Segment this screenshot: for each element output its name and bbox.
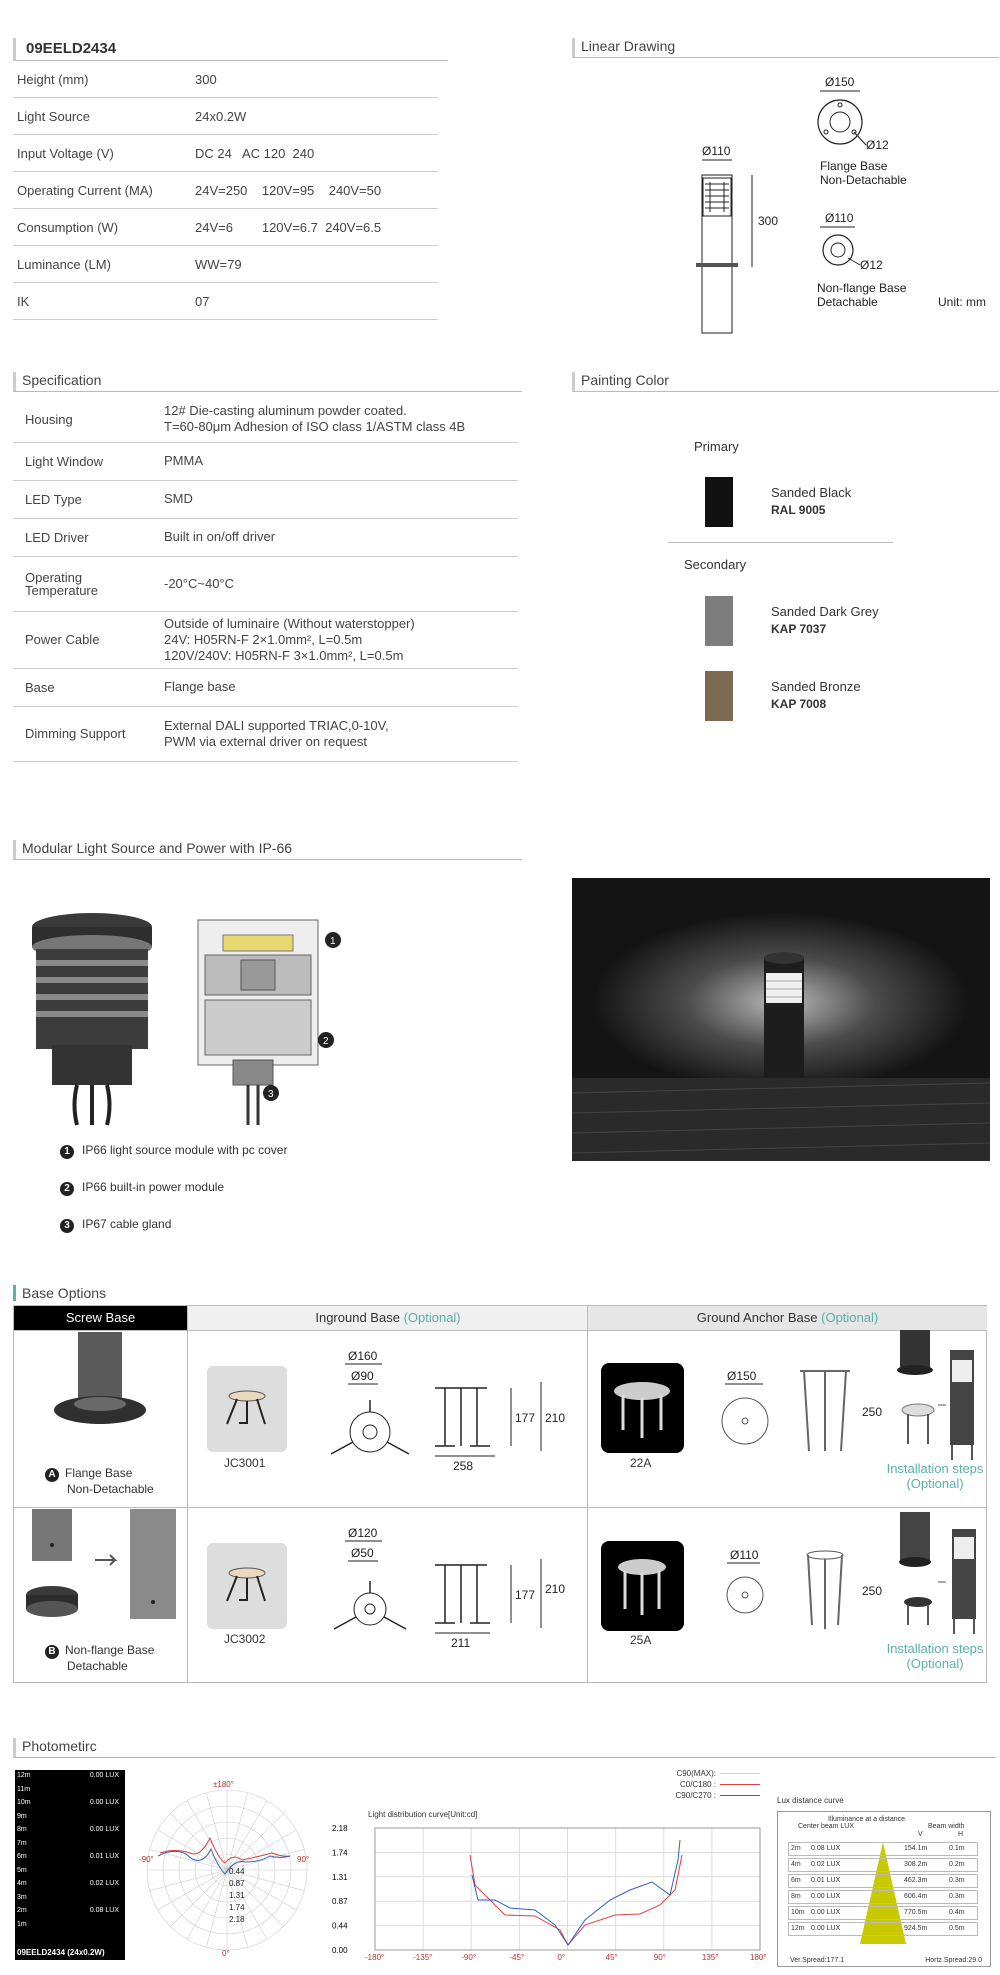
install-steps-a-image: [890, 1330, 985, 1465]
specification-value: [152, 397, 518, 442]
legend-label: C90(MAX):: [676, 1769, 716, 1778]
install-steps-a-label: Installation steps (Optional): [886, 1461, 984, 1491]
specification-label: LED Driver: [13, 518, 152, 556]
modular-item-text: IP66 light source module with pc cover: [82, 1143, 288, 1157]
optional-tag: (Optional): [821, 1310, 879, 1325]
linear-drawing: [680, 70, 1000, 315]
specification-label: Power Cable: [13, 611, 152, 668]
ldc-y-tick: 0.44: [332, 1921, 348, 1931]
anchor-a-drawing: [700, 1366, 883, 1461]
specification-label: Housing: [13, 397, 152, 442]
color-grey-code: KAP 7037: [771, 622, 827, 636]
specification-value-line: Built in on/off driver: [164, 529, 276, 544]
lux-beam-col: Beam width: [928, 1823, 965, 1830]
specification-value: [152, 668, 518, 706]
lux-value: 0.02 LUX: [89, 1880, 119, 1887]
lux-distance-cell: 0.08 LUX: [811, 1845, 841, 1852]
modular-item-2: [60, 1180, 224, 1196]
lux-distance-row: [788, 1842, 978, 1856]
light-distribution-chart: [330, 1820, 770, 1960]
lux-scale-panel: [15, 1770, 125, 1960]
lux-scale-row: [17, 1894, 121, 1906]
dim-height: 300: [758, 214, 779, 228]
modular-item-text: IP67 cable gland: [82, 1217, 172, 1231]
spec-value: 300: [191, 61, 438, 98]
specification-row: [13, 397, 518, 442]
flange-line2: Non-Detachable: [820, 173, 907, 187]
nonflange-base-image: [20, 1507, 185, 1637]
specification-value-line: 120V/240V: H05RN-F 3×1.0mm², L=0.5m: [164, 647, 404, 663]
color-grey-name: Sanded Dark Grey: [771, 604, 879, 619]
dim-d110-small: Ø110: [825, 211, 854, 225]
jc3001-label: JC3001: [224, 1456, 266, 1470]
lux-scale-row: [17, 1867, 121, 1879]
hor-spread: Hortz.Spread:29.0: [925, 1957, 982, 1964]
lux-distance-panel: [777, 1811, 991, 1967]
lux-value: 0.01 LUX: [89, 1853, 119, 1860]
specification-value-line: -20°C~40°C: [164, 575, 235, 591]
dim-d150: Ø150: [825, 75, 855, 89]
inground-a-drawing: [325, 1346, 587, 1476]
color-swatch-black: [705, 477, 733, 527]
anchor-b-drawing: [700, 1545, 883, 1640]
spec-value: 24V=250 120V=95 240V=50: [191, 172, 438, 209]
specification-value: [152, 706, 518, 761]
legend-label: C90/C270 :: [675, 1791, 716, 1800]
polar-chart: [140, 1778, 315, 1958]
lux-distance-cell: 0.5m: [949, 1925, 965, 1932]
product-code: 09EELD2434: [13, 38, 448, 61]
flange-line1: Flange Base: [820, 159, 888, 173]
lux-h-col: H: [958, 1831, 964, 1838]
lux-distance-cell: 0.4m: [949, 1909, 965, 1916]
lux-scale-row: [17, 1826, 121, 1838]
module-cutaway-image: [193, 915, 343, 1125]
specification-value-line: External DALI supported TRIAC,0-10V,: [164, 717, 389, 733]
dim-d160: Ø160: [348, 1349, 378, 1363]
svg-text:1: 1: [330, 936, 336, 947]
specification-value: [152, 611, 518, 668]
dim-h210-a: 210: [545, 1411, 566, 1425]
lux-distance: 10m: [17, 1799, 31, 1806]
lux-footer: 09EELD2434 (24x0.2W): [17, 1948, 105, 1957]
dim-w211: 211: [451, 1636, 471, 1650]
lux-distance-cell: 2m: [791, 1845, 801, 1852]
row-b-label: [45, 1643, 154, 1674]
lux-distance-cell: 606.4m: [904, 1893, 928, 1900]
lux-distance-title: Lux distance curve: [777, 1796, 844, 1805]
dim-d50: Ø50: [351, 1546, 374, 1560]
specification-label: Base: [13, 668, 152, 706]
lux-distance-cell: 0.02 LUX: [811, 1861, 841, 1868]
lux-distance-cell: 0.00 LUX: [811, 1909, 841, 1916]
ldc-x-tick: 45°: [605, 1953, 618, 1962]
number-badge-icon: 1: [60, 1145, 74, 1159]
spec-row: [13, 246, 438, 283]
spec-value: 07: [191, 283, 438, 320]
lux-distance: 2m: [17, 1907, 27, 1914]
number-badge-icon: 3: [60, 1219, 74, 1233]
specification-row: [13, 556, 518, 611]
spec-label: Consumption (W): [13, 209, 191, 246]
specification-row: [13, 668, 518, 706]
specification-value-line: T=60-80μm Adhesion of ISO class 1/ASTM class 4B: [164, 419, 466, 435]
lux-scale-row: [17, 1799, 121, 1811]
modular-item-1: [60, 1143, 287, 1159]
specification-value-line: Outside of luminaire (Without waterstopper): [164, 615, 415, 631]
polar-ring-label: 1.31: [229, 1891, 245, 1900]
lux-distance-cell: 0.3m: [949, 1877, 965, 1884]
row-a-line1: Flange Base: [65, 1466, 133, 1480]
color-swatch-bronze: [705, 671, 733, 721]
polar-ring-label: 1.74: [229, 1903, 245, 1912]
lux-distance-cell: 0.01 LUX: [811, 1877, 841, 1884]
spec-row: [13, 61, 438, 98]
color-bronze-code: KAP 7008: [771, 697, 827, 711]
polar-ring-label: 0.87: [229, 1879, 245, 1888]
polar-ring-label: 2.18: [229, 1915, 245, 1924]
anchor-25a-label: 25A: [630, 1633, 652, 1647]
dim-h250-a: 250: [862, 1405, 883, 1419]
col-screw-base: Screw Base: [14, 1306, 187, 1330]
lux-distance: 4m: [17, 1880, 27, 1887]
nonflange-line2: Detachable: [817, 295, 878, 309]
lux-v-col: V: [918, 1831, 923, 1838]
spec-value: WW=79: [191, 246, 438, 283]
lux-scale-row: [17, 1772, 121, 1784]
polar-left-label: -90°: [139, 1855, 154, 1864]
spec-value: DC 24 AC 120 240: [191, 135, 438, 172]
lux-distance-cell: 0.00 LUX: [811, 1925, 841, 1932]
product-night-photo: [572, 878, 990, 1161]
nonflange-circle-icon: [823, 235, 853, 265]
spec-value: 24x0.2W: [191, 98, 438, 135]
specification-row: [13, 611, 518, 668]
legend-entry: [640, 1779, 760, 1790]
lux-value: 0.00 LUX: [89, 1799, 119, 1806]
row-b-line2: Detachable: [67, 1659, 128, 1673]
ldc-x-tick: -90°: [461, 1953, 477, 1962]
lux-distance-row: [788, 1858, 978, 1872]
color-swatch-grey: [705, 596, 733, 646]
ldc-x-tick: -135°: [413, 1953, 433, 1962]
ldc-y-tick: 0.00: [332, 1946, 348, 1955]
specification-label: Light Window: [13, 442, 152, 480]
ldc-x-tick: -180°: [365, 1953, 385, 1962]
jc3002-label: JC3002: [224, 1632, 266, 1646]
anchor-22a-label: 22A: [630, 1456, 652, 1470]
lux-distance-cell: 0.1m: [949, 1845, 965, 1852]
lux-distance-row: [788, 1890, 978, 1904]
polar-right-label: 90°: [297, 1855, 310, 1864]
lux-distance-row: [788, 1874, 978, 1888]
spec-label: IK: [13, 283, 191, 320]
lux-scale-row: [17, 1853, 121, 1865]
anchor-25a-image: [601, 1541, 684, 1631]
lux-distance-cell: 6m: [791, 1877, 801, 1884]
lux-distance-cell: 12m: [791, 1925, 805, 1932]
install-steps-b-label: Installation steps (Optional): [886, 1641, 984, 1671]
primary-label: Primary: [694, 439, 739, 454]
legend-swatch: [720, 1784, 760, 1785]
dim-h177-a: 177: [515, 1411, 536, 1425]
ldc-y-tick: 1.74: [332, 1848, 348, 1858]
legend-entry: [640, 1790, 760, 1801]
lux-scale-row: [17, 1813, 121, 1825]
lux-distance-row: [788, 1906, 978, 1920]
jc3001-image: [207, 1366, 287, 1452]
dim-d12-b: Ø12: [860, 258, 883, 272]
svg-text:2: 2: [323, 1036, 329, 1047]
modular-item-text: IP66 built-in power module: [82, 1180, 225, 1194]
col-inground-label: Inground Base: [315, 1310, 400, 1325]
dim-d120: Ø120: [348, 1526, 378, 1540]
lux-distance-cell: 0.3m: [949, 1893, 965, 1900]
lux-value: 0.08 LUX: [89, 1907, 119, 1914]
polar-ring-label: 0.44: [229, 1867, 245, 1876]
spec-label: Light Source: [13, 98, 191, 135]
row-a-label: [45, 1466, 154, 1497]
lux-distance: 6m: [17, 1853, 27, 1860]
lux-value: 0.00 LUX: [89, 1772, 119, 1779]
ldc-x-tick: 135°: [701, 1953, 719, 1962]
module-exterior-image: [22, 905, 162, 1125]
col-anchor-label: Ground Anchor Base: [696, 1310, 818, 1325]
modular-item-3: [60, 1217, 171, 1233]
lux-distance-cell: 10m: [791, 1909, 805, 1916]
dim-w258: 258: [453, 1459, 474, 1473]
ldc-x-tick: -45°: [509, 1953, 525, 1962]
specification-value-line: Flange base: [164, 679, 236, 694]
specification-row: [13, 706, 518, 761]
legend-entry: [640, 1768, 760, 1779]
specification-label: Operating Temperature: [13, 556, 152, 611]
lux-distance: 11m: [17, 1785, 31, 1793]
ldc-y-tick: 1.31: [332, 1872, 348, 1882]
spec-row: [13, 135, 438, 172]
spec-value: 24V=6 120V=6.7 240V=6.5: [191, 209, 438, 246]
lux-distance: 8m: [17, 1826, 27, 1833]
row-a-line2: Non-Detachable: [67, 1482, 154, 1496]
dim-d90: Ø90: [351, 1369, 374, 1383]
specification-row: [13, 480, 518, 518]
col-inground-base: [187, 1306, 588, 1330]
legend-label: C0/C180 :: [679, 1780, 716, 1789]
specification-value: [152, 518, 518, 556]
lux-distance-cell: 154.1m: [904, 1845, 928, 1852]
specification-label: Dimming Support: [13, 706, 152, 761]
lux-distance-cell: 0.00 LUX: [811, 1893, 841, 1900]
specification-row: [13, 442, 518, 480]
ldc-y-tick: 0.87: [332, 1897, 348, 1907]
specification-value-line: 12# Die-casting aluminum powder coated.: [164, 403, 407, 419]
install-steps-b-image: [890, 1507, 985, 1642]
specification-row: [13, 518, 518, 556]
lux-distance-sub: Illuminance at a distance: [828, 1816, 906, 1823]
dim-h177-b: 177: [515, 1588, 536, 1602]
optional-tag: (Optional): [403, 1310, 461, 1325]
ldc-title: Light distribution curve[Unit:cd]: [368, 1810, 478, 1819]
lux-distance: 1m: [17, 1920, 27, 1928]
number-badge-icon: 2: [60, 1182, 74, 1196]
specification-value: [152, 556, 518, 611]
badge-b-icon: B: [45, 1645, 59, 1659]
ldc-y-tick: 2.18: [332, 1824, 348, 1833]
dim-h210-b: 210: [545, 1582, 566, 1596]
legend-swatch: [720, 1795, 760, 1796]
dim-d150-anchor: Ø150: [727, 1369, 757, 1383]
lux-center-col: Center beam LUX: [798, 1823, 855, 1830]
specification-value: [152, 480, 518, 518]
specification-value-line: SMD: [164, 491, 193, 506]
specification-table: [13, 397, 518, 762]
dim-d12-a: Ø12: [866, 138, 889, 152]
lux-scale-row: [17, 1907, 121, 1919]
specification-value-line: 24V: H05RN-F 2×1.0mm², L=0.5m: [164, 631, 363, 647]
lux-distance-cell: 4m: [791, 1861, 801, 1868]
spec-row: [13, 283, 438, 320]
color-black-code: RAL 9005: [771, 503, 826, 517]
jc3002-image: [207, 1543, 287, 1629]
painting-divider: [668, 542, 893, 543]
unit-label: Unit: mm: [938, 295, 986, 309]
row-b-line1: Non-flange Base: [65, 1643, 155, 1657]
dim-d110-anchor: Ø110: [730, 1548, 759, 1562]
legend-swatch: [720, 1773, 760, 1774]
dim-d110-main: Ø110: [702, 144, 731, 158]
spec-row: [13, 98, 438, 135]
painting-color-title: Painting Color: [572, 372, 999, 392]
inground-b-drawing: [325, 1523, 587, 1653]
specification-value-line: PMMA: [164, 453, 203, 468]
specification-value-line: PWM via external driver on request: [164, 733, 368, 749]
lux-scale-row: [17, 1840, 121, 1852]
top-spec-table: [13, 61, 438, 320]
ldc-x-tick: 90°: [653, 1953, 666, 1962]
specification-value: [152, 442, 518, 480]
nonflange-line1: Non-flange Base: [817, 281, 907, 295]
modular-title: Modular Light Source and Power with IP-66: [13, 840, 522, 860]
color-black-name: Sanded Black: [771, 485, 852, 500]
lux-distance-cell: 462.3m: [904, 1877, 928, 1884]
lux-distance-cell: 924.5m: [904, 1925, 928, 1932]
lux-distance: 3m: [17, 1893, 27, 1901]
spec-row: [13, 209, 438, 246]
spec-label: Luminance (LM): [13, 246, 191, 283]
dim-h250-b: 250: [862, 1584, 883, 1598]
spec-label: Operating Current (MA): [13, 172, 191, 209]
badge-a-icon: A: [45, 1468, 59, 1482]
ldc-x-tick: 0°: [557, 1953, 566, 1962]
spec-row: [13, 172, 438, 209]
ldc-legend: [640, 1768, 760, 1801]
col-anchor-base: [587, 1306, 987, 1330]
lux-distance-row: [788, 1922, 978, 1936]
flange-base-image: [50, 1332, 150, 1432]
polar-top-label: ±180°: [213, 1780, 234, 1789]
specification-title: Specification: [13, 372, 522, 392]
lux-distance: 7m: [17, 1839, 27, 1847]
lux-scale-row: [17, 1786, 121, 1798]
specification-label: LED Type: [13, 480, 152, 518]
linear-drawing-title: Linear Drawing: [572, 38, 999, 58]
secondary-label: Secondary: [684, 557, 747, 572]
color-bronze-name: Sanded Bronze: [771, 679, 861, 694]
ver-spread: Ver.Spread:177.1: [790, 1957, 845, 1964]
luminaire-outline-icon: [702, 175, 732, 333]
base-options-title: Base Options: [13, 1285, 996, 1301]
lux-distance: 12m: [17, 1772, 31, 1779]
lux-distance-cell: 770.5m: [904, 1909, 928, 1916]
lux-distance-cell: 8m: [791, 1893, 801, 1900]
anchor-22a-image: [601, 1363, 684, 1453]
spec-label: Height (mm): [13, 61, 191, 98]
svg-text:3: 3: [268, 1089, 274, 1100]
ldc-x-tick: 180°: [750, 1953, 767, 1962]
photometric-title: Photometirc: [13, 1738, 996, 1758]
lux-scale-row: [17, 1921, 121, 1933]
lux-distance: 9m: [17, 1812, 27, 1820]
spec-label: Input Voltage (V): [13, 135, 191, 172]
lux-distance-cell: 0.2m: [949, 1861, 965, 1868]
polar-bottom-label: 0°: [222, 1949, 230, 1958]
lux-value: 0.00 LUX: [89, 1826, 119, 1833]
lux-scale-row: [17, 1880, 121, 1892]
lux-distance-cell: 308.2m: [904, 1861, 928, 1868]
lux-distance: 5m: [17, 1866, 27, 1874]
